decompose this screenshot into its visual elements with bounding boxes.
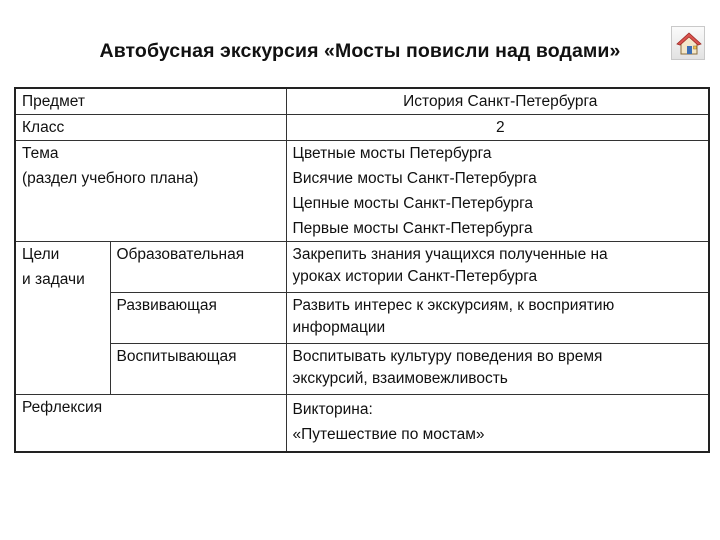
developing-label: Развивающая <box>110 293 286 344</box>
table-row-grade <box>15 115 709 141</box>
home-button[interactable] <box>671 26 705 60</box>
reflection-value-line1: Викторина: <box>292 401 373 418</box>
developing-value-line2: информации <box>292 319 386 336</box>
grade-label: Класс <box>15 115 286 141</box>
table-row-goals-developing <box>15 293 709 344</box>
subject-label: Предмет <box>15 88 286 115</box>
table-row-goals-educational <box>15 242 709 293</box>
goals-label <box>15 242 110 395</box>
table-row-reflection <box>15 395 709 453</box>
home-icon <box>676 31 702 57</box>
topic-values <box>286 141 709 242</box>
reflection-value-line2: «Путешествие по мостам» <box>292 426 485 443</box>
educational-label: Образовательная <box>110 242 286 293</box>
educational-value-line2: уроках истории Санкт-Петербурга <box>292 268 538 285</box>
reflection-value <box>286 395 709 453</box>
topic-value: Висячие мосты Санкт-Петербурга <box>292 170 537 187</box>
topic-value: Первые мосты Санкт-Петербурга <box>292 220 533 237</box>
topic-label-line2: (раздел учебного плана) <box>22 170 199 187</box>
upbringing-value <box>286 344 709 395</box>
lesson-plan-table <box>14 87 710 453</box>
upbringing-value-line1: Воспитывать культуру поведения во время <box>292 348 603 365</box>
educational-value-line1: Закрепить знания учащихся полученные на <box>292 246 608 263</box>
goals-label-line1: Цели <box>22 246 60 263</box>
table-row-topic <box>15 141 709 242</box>
table-row-subject <box>15 88 709 115</box>
table-row-goals-upbringing <box>15 344 709 395</box>
developing-value <box>286 293 709 344</box>
topic-label-line1: Тема <box>22 145 59 162</box>
developing-value-line1: Развить интерес к экскурсиям, к восприятию <box>292 297 615 314</box>
subject-value: История Санкт-Петербурга <box>286 88 709 115</box>
goals-label-line2: и задачи <box>22 271 85 288</box>
page-title: Автобусная экскурсия «Мосты повисли над водами» <box>99 40 621 62</box>
upbringing-label: Воспитывающая <box>110 344 286 395</box>
grade-value: 2 <box>286 115 709 141</box>
topic-label <box>15 141 286 242</box>
upbringing-value-line2: экскурсий, взаимовежливость <box>292 370 508 387</box>
reflection-label: Рефлексия <box>15 395 286 453</box>
topic-value: Цветные мосты Петербурга <box>292 145 492 162</box>
educational-value <box>286 242 709 293</box>
topic-value: Цепные мосты Санкт-Петербурга <box>292 195 534 212</box>
